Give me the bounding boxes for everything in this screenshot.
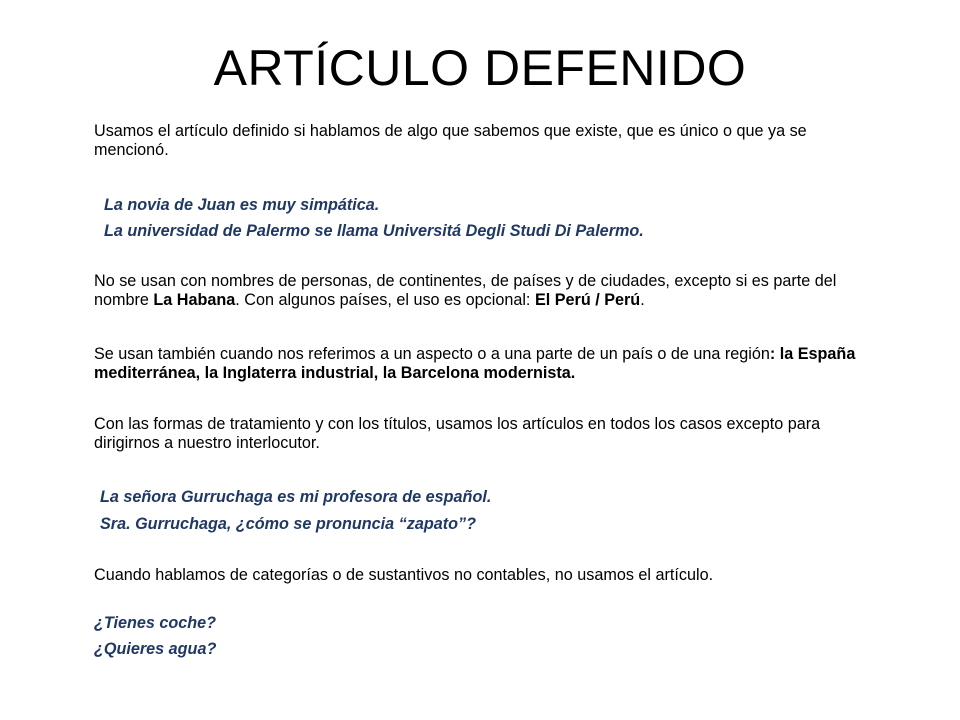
p3-bold-examples: : la España mediterránea, la Inglaterra industrial, la Barcelona modernista. xyxy=(94,345,856,382)
example-coche: ¿Tienes coche? xyxy=(94,614,217,632)
example-sra: Sra. Gurruchaga, ¿cómo se pronuncia “zapato”? xyxy=(100,515,476,533)
example-novia: La novia de Juan es muy simpática. xyxy=(104,196,380,214)
p2-bold-peru: El Perú / Perú xyxy=(534,291,641,309)
slide-title: ARTÍCULO DEFENIDO xyxy=(213,40,747,96)
paragraph-proper-names xyxy=(94,272,884,310)
p2-text-a: No se usan con nombres de personas, de continentes, de países y de ciudades, excepto si es parte del nombre xyxy=(94,272,837,309)
paragraph-uncountable: Cuando hablamos de categorías o de sustantivos no contables, no usamos el artículo. xyxy=(94,566,714,584)
p2-text-c: . Con algunos países, el uso es opcional: xyxy=(235,291,535,309)
p3-text-a: Se usan también cuando nos referimos a un aspecto o a una parte de un país o de una región xyxy=(94,345,770,363)
example-senora: La señora Gurruchaga es mi profesora de español. xyxy=(100,488,492,506)
paragraph-titles: Con las formas de tratamiento y con los títulos, usamos los artículos en todos los casos excepto para dirigirnos a nuestro interlocutor. xyxy=(94,415,821,452)
p2-text-e: . xyxy=(640,291,645,309)
paragraph-definition: Usamos el artículo definido si hablamos de algo que sabemos que existe, que es único o que ya se mencionó. xyxy=(94,122,807,159)
p2-bold-habana: La Habana xyxy=(153,291,236,309)
paragraph-aspects xyxy=(94,345,884,383)
example-agua: ¿Quieres agua? xyxy=(94,640,217,658)
example-universidad: La universidad de Palermo se llama Universitá Degli Studi Di Palermo. xyxy=(104,222,644,240)
